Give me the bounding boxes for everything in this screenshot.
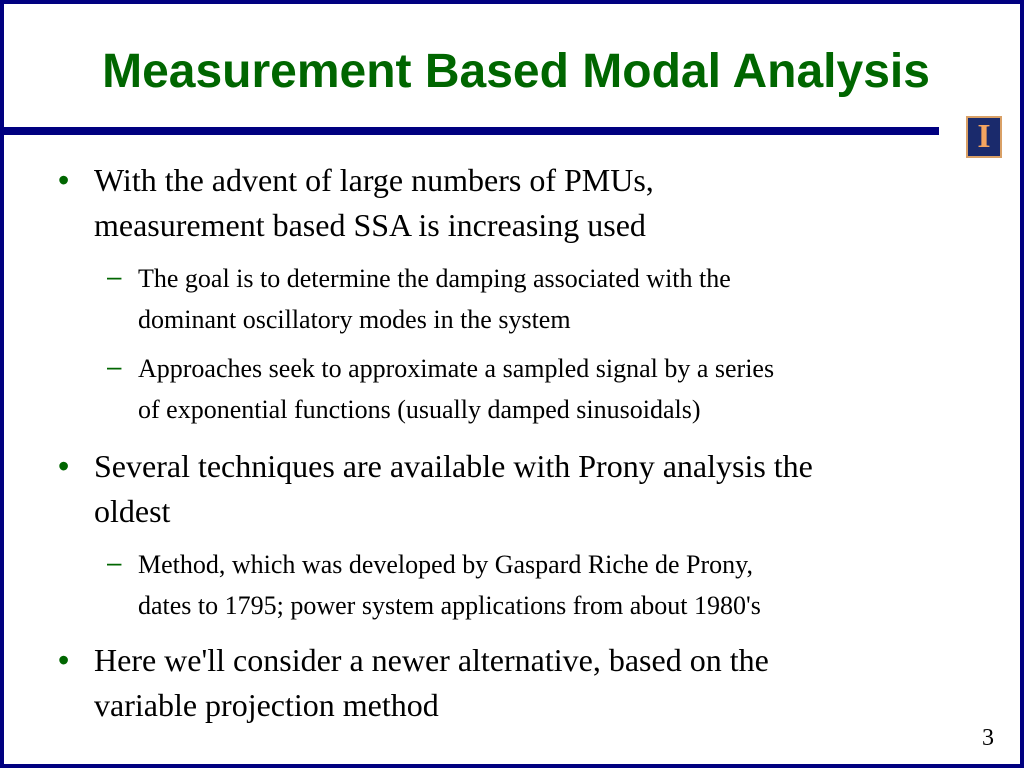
- page-number: 3: [982, 725, 994, 751]
- bullet-1-subitem-1: [107, 258, 731, 340]
- bullet-3-line-2: variable projection method: [94, 687, 439, 723]
- bullet-1-subitem-2-line-1: Approaches seek to approximate a sampled signal by a series: [138, 354, 775, 383]
- bullet-1-subitem-1-line-2: dominant oscillatory modes in the system: [138, 305, 571, 334]
- bullet-2-subitem-1-line-1: Method, which was developed by Gaspard Riche de Prony,: [138, 550, 753, 579]
- slide-content: [4, 4, 1024, 768]
- bullet-2-line-1: Several techniques are available with Prony analysis the: [94, 448, 813, 484]
- bullet-1-subitem-2-line-2: of exponential functions (usually damped sinusoidals): [138, 395, 701, 424]
- bullet-1-line-1: With the advent of large numbers of PMUs,: [94, 162, 654, 198]
- bullet-3: [58, 638, 769, 728]
- dash-icon: –: [107, 261, 122, 291]
- dash-icon: –: [107, 351, 122, 381]
- dash-icon: –: [107, 547, 122, 577]
- bullet-2-line-2: oldest: [94, 493, 171, 529]
- bullet-icon: •: [58, 642, 70, 678]
- bullet-icon: •: [58, 162, 70, 198]
- bullet-1: [58, 158, 654, 248]
- bullet-icon: •: [58, 448, 70, 484]
- bullet-2-subitem-1-line-2: dates to 1795; power system applications from about 1980's: [138, 591, 761, 620]
- slide-title: Measurement Based Modal Analysis: [102, 45, 930, 98]
- bullet-2: [58, 444, 813, 534]
- bullet-1-subitem-1-line-1: The goal is to determine the damping associated with the: [138, 264, 731, 293]
- bullet-1-subitem-2: [107, 348, 775, 430]
- bullet-2-subitem-1: [107, 544, 761, 626]
- bullet-1-line-2: measurement based SSA is increasing used: [94, 207, 646, 243]
- logo-letter: I: [977, 118, 991, 155]
- bullet-3-line-1: Here we'll consider a newer alternative, based on the: [94, 642, 769, 678]
